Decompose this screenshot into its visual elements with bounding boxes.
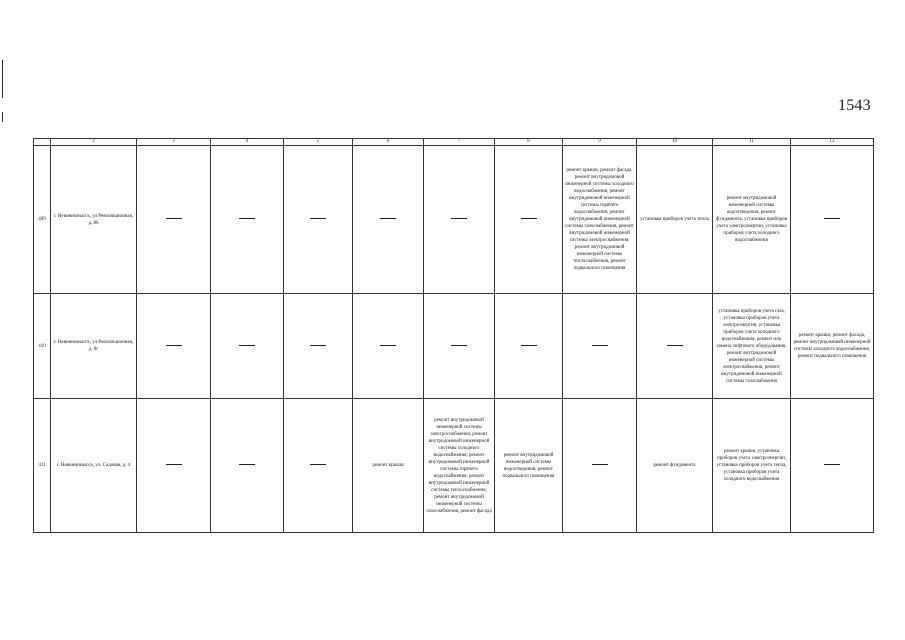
- col-header-12: 12: [791, 139, 874, 146]
- dash-mark: [239, 345, 255, 346]
- col-header-1: [34, 139, 51, 146]
- empty-cell: [563, 399, 637, 533]
- empty-cell: [791, 146, 874, 294]
- col-header-8: 8: [495, 139, 563, 146]
- dash-mark: [451, 218, 467, 219]
- empty-cell: [791, 399, 874, 533]
- col-header-7: 7: [424, 139, 495, 146]
- col-header-5: 5: [284, 139, 353, 146]
- empty-cell: [284, 399, 353, 533]
- repair-table: [33, 138, 874, 533]
- empty-cell: [284, 294, 353, 399]
- col-header-11: 11: [713, 139, 791, 146]
- table-row: [34, 399, 874, 533]
- empty-cell: [353, 294, 424, 399]
- works-cell: ремонт внутридомовой инженерной системы электроснабжения, ремонт внутридомовой инженерной системы холодного водоснабжения, ремонт внутридомовой инженерной системы горячего водоснабжения, ремонт внутридомовой инженерной системы теплоснабжения, ремонт внутридомовой инженерной системы газоснабжения, ремонт фасада: [424, 399, 495, 533]
- dash-mark: [667, 345, 683, 346]
- empty-cell: [424, 294, 495, 399]
- works-cell: ремонт фундамента: [637, 399, 713, 533]
- works-cell: ремонт крыши: [353, 399, 424, 533]
- col-header-10: 10: [637, 139, 713, 146]
- column-number-row: [34, 139, 874, 146]
- dash-mark: [166, 345, 182, 346]
- empty-cell: [137, 294, 211, 399]
- row-number: 410: [34, 294, 51, 399]
- empty-cell: [563, 294, 637, 399]
- row-number: 409: [34, 146, 51, 294]
- empty-cell: [495, 294, 563, 399]
- col-header-4: 4: [211, 139, 284, 146]
- dash-mark: [521, 345, 537, 346]
- works-cell: ремонт внутридомовой инженерной системы водоотведения, ремонт фундамента, установка приборов учета электроэнергии, установка приборов учета холодного водоснабжения: [713, 146, 791, 294]
- address-cell: г. Невинномысск, ул Революционная, д. 8г: [51, 294, 137, 399]
- empty-cell: [211, 146, 284, 294]
- dash-mark: [451, 345, 467, 346]
- dash-mark: [166, 218, 182, 219]
- col-header-2: 2: [51, 139, 137, 146]
- page-number: 1543: [838, 97, 871, 114]
- empty-cell: [137, 399, 211, 533]
- works-cell: установка приборов учета тепла: [637, 146, 713, 294]
- col-header-6: 6: [353, 139, 424, 146]
- works-cell: установка приборов учета газа, установка приборов учета электроэнергии, установка приборов учета холодного водоснабжения, ремонт или замена лифтового оборудования, ремонт внутридомовой инженерной системы электроснабжения, ремонт внутридомовой инженерной системы газоснабжения: [713, 294, 791, 399]
- dash-mark: [521, 218, 537, 219]
- dash-mark: [239, 464, 255, 465]
- empty-cell: [211, 399, 284, 533]
- address-cell: г. Невинномысск, ул. Садовая, д. 4: [51, 399, 137, 533]
- empty-cell: [137, 146, 211, 294]
- empty-cell: [353, 146, 424, 294]
- empty-cell: [424, 146, 495, 294]
- table-row: [34, 294, 874, 399]
- table-row: [34, 146, 874, 294]
- left-edge-mark: [2, 60, 3, 98]
- works-cell: ремонт крыши, установка приборов учета электроэнергии, установка приборов учета тепла, установка приборов учета холодного водоснабжения: [713, 399, 791, 533]
- dash-mark: [824, 464, 840, 465]
- row-number: 411: [34, 399, 51, 533]
- dash-mark: [380, 345, 396, 346]
- dash-mark: [824, 218, 840, 219]
- dash-mark: [592, 345, 608, 346]
- dash-mark: [239, 218, 255, 219]
- dash-mark: [380, 218, 396, 219]
- empty-cell: [284, 146, 353, 294]
- empty-cell: [211, 294, 284, 399]
- col-header-3: 3: [137, 139, 211, 146]
- dash-mark: [310, 464, 326, 465]
- dash-mark: [310, 218, 326, 219]
- dash-mark: [592, 464, 608, 465]
- works-cell: ремонт крыши, ремонт фасада, ремонт внутридомовой инженерной системы холодного водоснабжения, ремонт подвального помещения: [791, 294, 874, 399]
- dash-mark: [310, 345, 326, 346]
- empty-cell: [637, 294, 713, 399]
- address-cell: г. Невинномысск, ул Революционная, д. 86: [51, 146, 137, 294]
- works-cell: ремонт крыши, ремонт фасада, ремонт внутридомовой инженерной системы холодного водоснабжения, ремонт внутридомовой инженерной системы горячего водоснабжения, ремонт внутридомовой инженерной системы газоснабжения, ремонт внутридомовой инженерной системы электроснабжения, ремонт внутридомовой инженерной системы теплоснабжения, ремонт подвального помещения: [563, 146, 637, 294]
- col-header-9: 9: [563, 139, 637, 146]
- left-edge-mark-small: [2, 112, 3, 122]
- works-cell: ремонт внутридомовой инженерной системы водоотведения, ремонт подвального помещения: [495, 399, 563, 533]
- dash-mark: [166, 464, 182, 465]
- empty-cell: [495, 146, 563, 294]
